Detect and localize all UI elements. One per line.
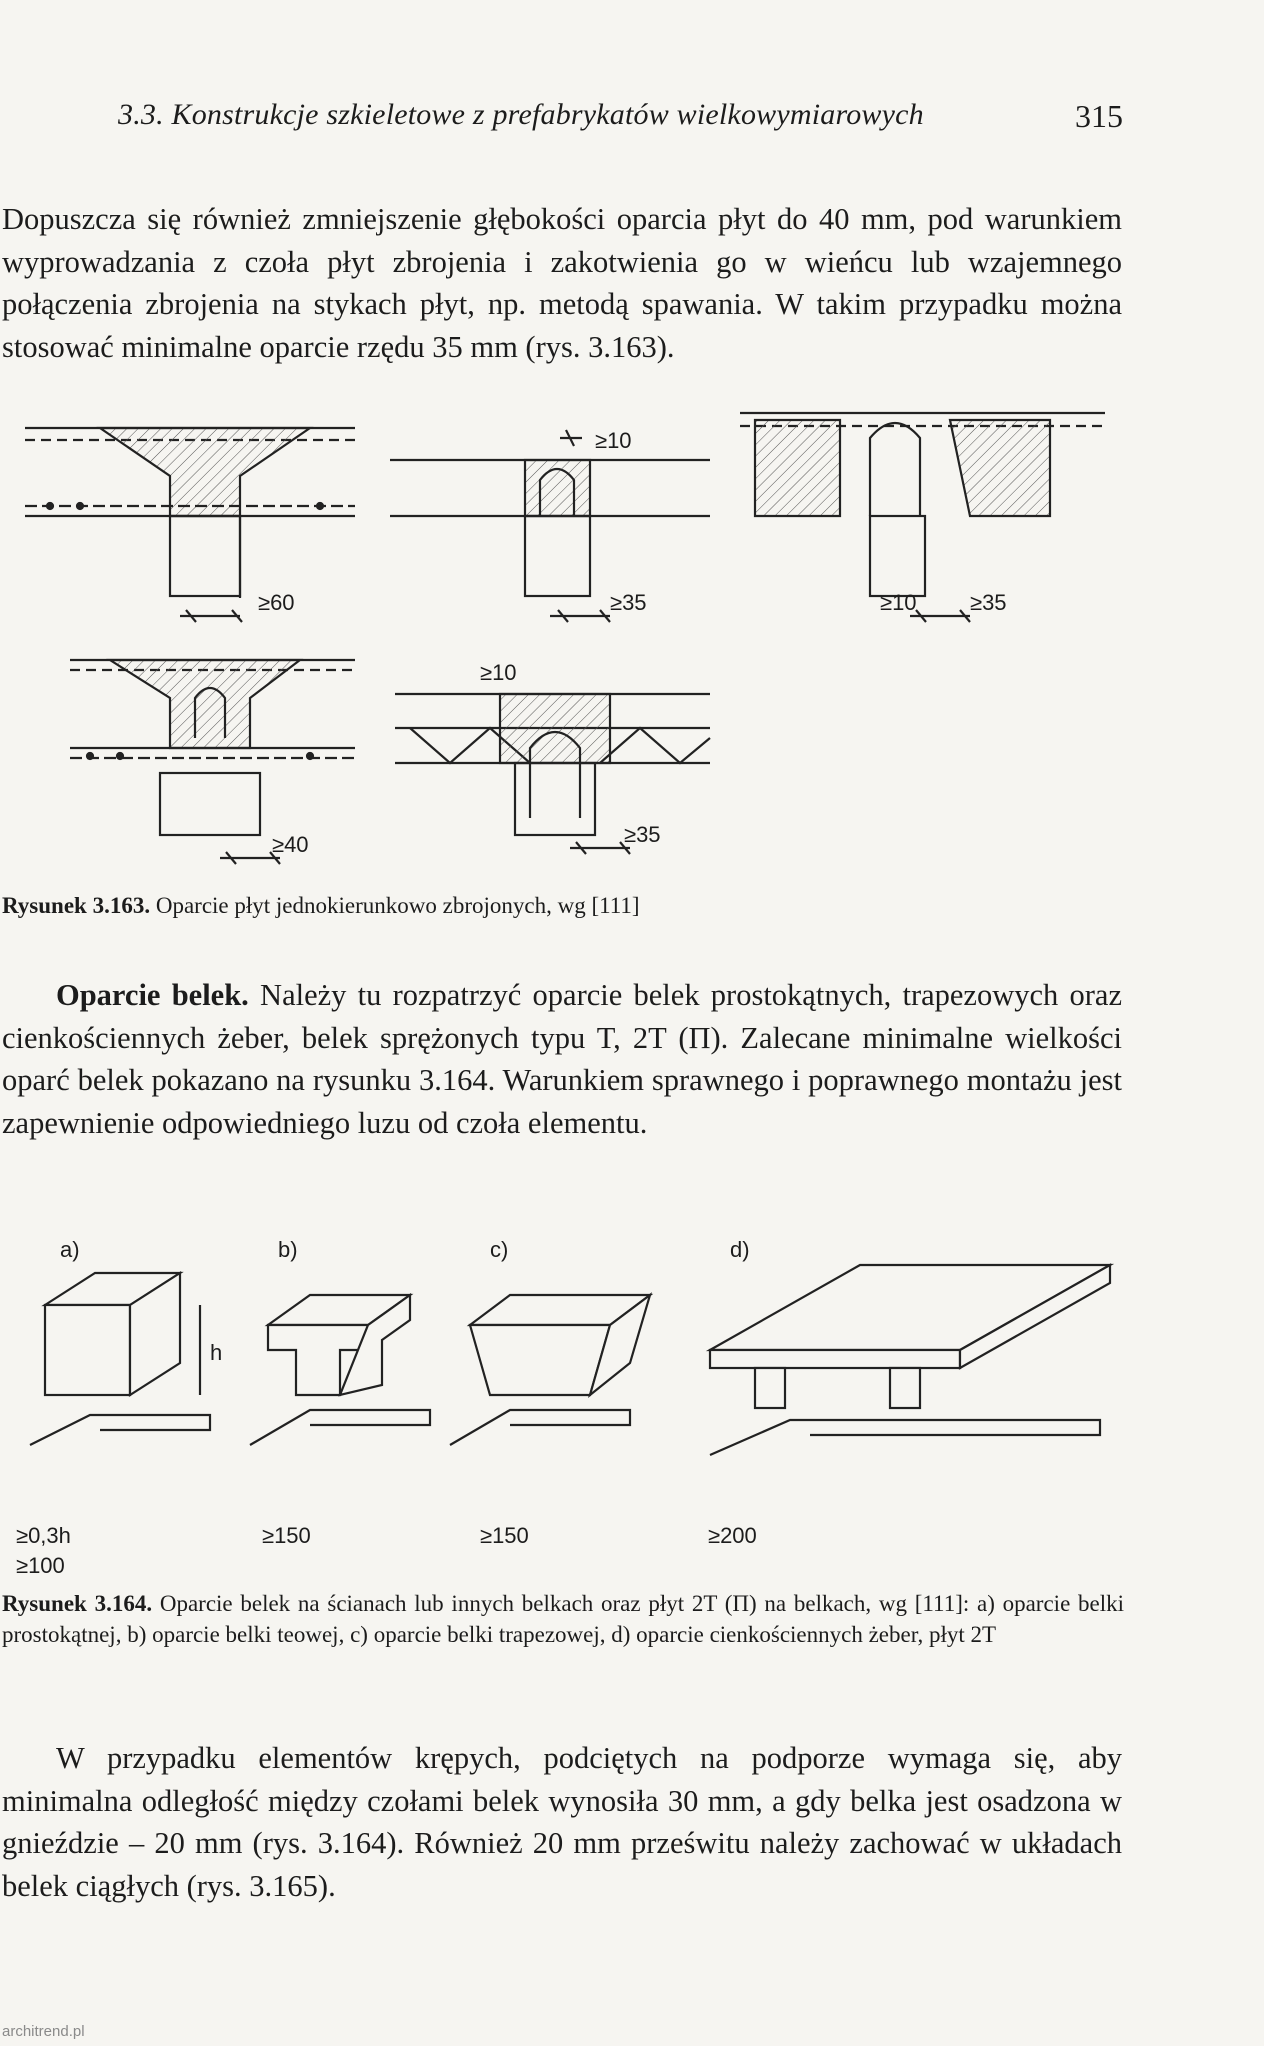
dim-label: ≥200 (708, 1523, 757, 1548)
paragraph-lead: Oparcie belek. (56, 978, 249, 1012)
panel-label-d: d) (730, 1237, 750, 1262)
dim-label: ≥100 (16, 1553, 65, 1578)
paragraph-text: Należy tu rozpatrzyć oparcie belek prostokątnych, trapezowych oraz cienkościennych żeber, belek sprężonych typu T, 2T (Π). Zalecane minimalne wielkości oparć belek pokazano na rysunku 3.164. Warunkiem sprawnego i poprawnego montażu jest zapewnienie odpowiedniego luzu od czoła elementu. (2, 978, 1122, 1140)
dim-label: ≥10 (480, 660, 517, 685)
detail-c-trapezoidal-beam (450, 1295, 650, 1445)
detail-b2 (395, 694, 710, 854)
detail-d-2t-plate (710, 1265, 1110, 1455)
dim-label: ≥150 (480, 1523, 529, 1548)
figure-3-163 (10, 398, 1120, 878)
dim-label: ≥35 (970, 590, 1007, 615)
dim-label: ≥0,3h (16, 1523, 71, 1548)
panel-label-a: a) (60, 1237, 80, 1262)
running-title: 3.3. Konstrukcje szkieletowe z prefabrykatów wielkowymiarowych (118, 98, 924, 131)
caption-text: Oparcie belek na ścianach lub innych belkach oraz płyt 2T (Π) na belkach, wg [111]: a) oparcie belki prostokątnej, b) oparcie belki teowej, c) oparcie belki trapezowej, d) oparcie cienkościennych żeber, płyt 2T (2, 1591, 1125, 1647)
caption-text: Oparcie płyt jednokierunkowo zbrojonych, wg [111] (150, 893, 640, 918)
page-number: 315 (1075, 98, 1123, 134)
detail-b-t-beam (250, 1295, 430, 1445)
paragraph-beam-support (2, 974, 1122, 1144)
caption-label: Rysunek 3.164. (2, 1591, 153, 1616)
detail-a1 (25, 428, 355, 622)
dim-label: ≥150 (262, 1523, 311, 1548)
detail-b1 (70, 660, 355, 864)
dim-label: ≥10 (595, 428, 632, 453)
panel-label-c: c) (490, 1237, 509, 1262)
caption-label: Rysunek 3.163. (2, 893, 151, 918)
figure-3-164-caption (2, 1588, 1124, 1650)
detail-a-rectangular-beam (30, 1273, 210, 1445)
paragraph-beam-gap: W przypadku elementów krępych, podciętych na podporze wymaga się, aby minimalna odległość między czołami belek wynosiła 30 mm, a gdy belka jest osadzona w gnieździe – 20 mm (rys. 3.164). Również 20 mm prześwitu należy zachować w układach belek ciągłych (rys. 3.165). (2, 1741, 1122, 1903)
dim-label: h (210, 1340, 223, 1365)
detail-a2 (390, 430, 710, 622)
figure-3-164 (10, 1225, 1120, 1581)
page-header (118, 98, 1123, 148)
dim-label: ≥35 (624, 822, 661, 847)
dim-label: ≥60 (258, 590, 295, 615)
dim-label: ≥35 (610, 590, 647, 615)
dim-label: ≥10 (880, 590, 917, 615)
dim-label: ≥40 (272, 832, 309, 857)
figure-3-163-caption (2, 890, 1124, 921)
detail-a3 (740, 413, 1105, 622)
site-watermark: architrend.pl (2, 2023, 85, 2040)
paragraph-plate-support: Dopuszcza się również zmniejszenie głębokości oparcia płyt do 40 mm, pod warunkiem wyprowadzania z czoła płyt zbrojenia i zakotwienia go w wieńcu lub wzajemnego połączenia zbrojenia na stykach płyt, np. metodą spawania. W takim przypadku można stosować minimalne oparcie rzędu 35 mm (rys. 3.163). (2, 202, 1122, 364)
panel-label-b: b) (278, 1237, 298, 1262)
